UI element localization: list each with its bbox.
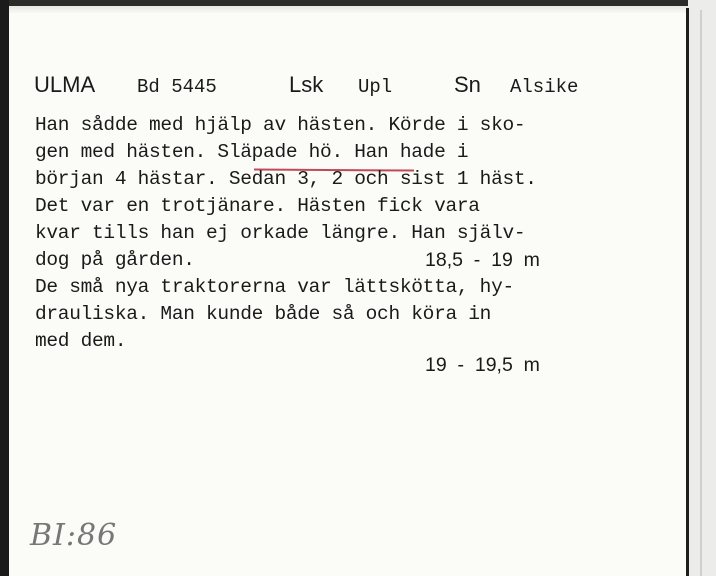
- card-right-border: [686, 8, 689, 576]
- card-right-strip: [688, 0, 716, 576]
- parish-value: Alsike: [510, 76, 579, 98]
- card-top-shadow: [0, 6, 716, 14]
- text-line: kvar tills han ej orkade längre. Han själv-: [35, 222, 526, 244]
- region-label: Lsk: [289, 72, 324, 97]
- handwritten-catalog-mark: BI:86: [30, 518, 118, 553]
- text-line: Han sådde med hjälp av hästen. Körde i sko-: [35, 114, 526, 136]
- reference-measure-2: 19 - 19,5 m: [425, 354, 540, 376]
- text-line: med dem.: [35, 330, 127, 352]
- reference-measure-1: 18,5 - 19 m: [425, 249, 540, 271]
- text-line: drauliska. Man kunde både så och köra in: [35, 303, 492, 325]
- volume-number: Bd 5445: [137, 76, 217, 98]
- text-line: gen med hästen. Släpade hö. Han hade i: [35, 141, 469, 163]
- parish-label: Sn: [454, 72, 481, 97]
- text-line: Det var en trotjänare. Hästen fick vara: [35, 195, 480, 217]
- card-left-edge: [0, 0, 9, 576]
- region-value: Upl: [358, 76, 393, 98]
- archive-name: ULMA: [34, 72, 96, 97]
- card-right-inner-line: [700, 10, 702, 576]
- text-line: början 4 hästar. Sedan 3, 2 och sist 1 häst.: [35, 168, 537, 190]
- text-line: dog på gården.: [35, 249, 195, 271]
- text-line: De små nya traktorerna var lättskötta, hy-: [35, 276, 514, 298]
